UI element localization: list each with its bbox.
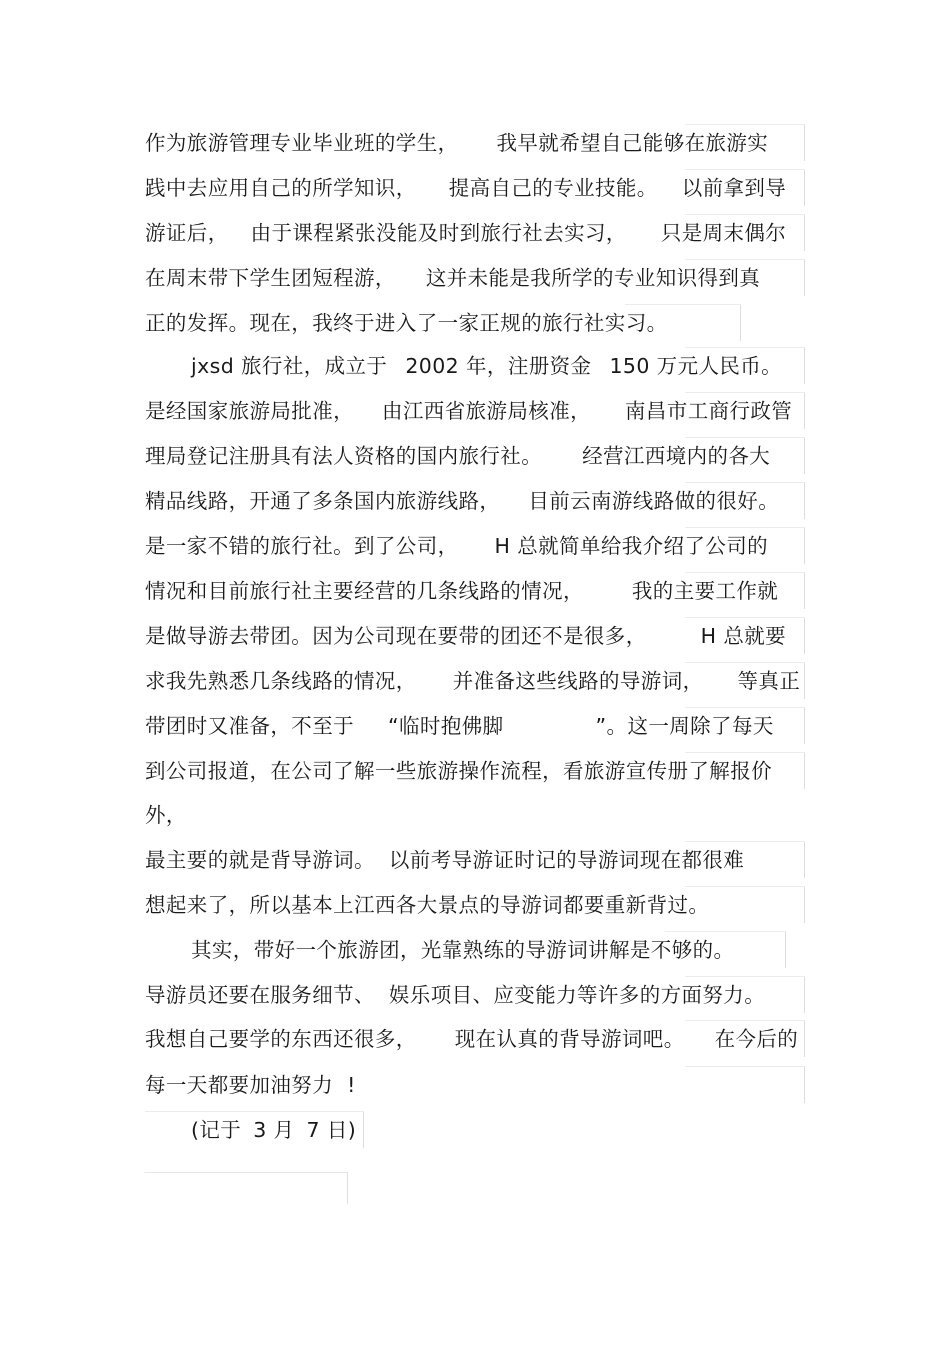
scan-rule	[145, 1172, 348, 1173]
text-line	[145, 441, 805, 485]
text-run: 践中去应用自己的所学知识，	[145, 176, 417, 200]
text-line	[145, 845, 805, 889]
text-line	[145, 621, 805, 665]
scan-rule	[347, 1172, 348, 1204]
text-run: 外，	[145, 803, 187, 827]
text-run: 以前考导游证时记的导游词现在都很难	[388, 848, 745, 872]
text-line	[145, 711, 805, 755]
text-run: 是一家不错的旅行社。到了公司，	[145, 534, 459, 558]
text-run: 现在认真的背导游词吧。	[454, 1027, 685, 1051]
date-note	[145, 1115, 805, 1159]
text-line	[145, 980, 805, 1024]
text-line	[145, 263, 805, 307]
text-line	[145, 1024, 805, 1068]
text-run: 7 日)	[306, 1118, 357, 1142]
text-run: 想起来了，所以基本上江西各大景点的导游词都要重新背过。	[145, 893, 710, 917]
text-line	[145, 173, 805, 217]
text-run: 等真正	[737, 669, 801, 693]
text-line	[145, 890, 805, 934]
text-run: 情况和目前旅行社主要经营的几条线路的情况，	[145, 579, 584, 603]
text-run: 并准备这些线路的导游词，	[452, 669, 704, 693]
text-run: 正的发挥。现在，我终于进入了一家正规的旅行社实习。	[145, 311, 668, 335]
text-run: H 总就要	[700, 624, 787, 648]
text-run: 以前拿到导	[681, 176, 787, 200]
text-line	[145, 576, 805, 620]
text-line	[145, 666, 805, 710]
text-run: 我想自己要学的东西还很多，	[145, 1027, 417, 1051]
text-line	[145, 308, 805, 352]
text-run: 2002 年，注册资金	[405, 354, 592, 378]
text-run: 其实，带好一个旅游团，光靠熟练的导游词讲解是不够的。	[191, 938, 735, 962]
text-run: 在今后的	[714, 1027, 799, 1051]
text-line	[145, 128, 805, 172]
text-run: 理局登记注册具有法人资格的国内旅行社。	[145, 444, 543, 468]
text-run: 作为旅游管理专业毕业班的学生，	[145, 131, 459, 155]
text-run: 南昌市工商行政管	[625, 399, 793, 423]
text-run: H 总就简单给我介绍了公司的	[494, 534, 769, 558]
text-run: 只是周末偶尔	[660, 221, 787, 245]
text-run: 我的主要工作就	[631, 579, 779, 603]
text-run: ”。这一周除了每天	[595, 714, 774, 738]
text-run: (记于	[191, 1118, 242, 1142]
text-run: 目前云南游线路做的很好。	[528, 489, 780, 513]
text-run: !	[347, 1073, 356, 1097]
text-run: 由江西省旅游局核准，	[382, 399, 591, 423]
text-run: 提高自己的专业技能。	[448, 176, 658, 200]
text-run: 我早就希望自己能够在旅游实	[496, 131, 769, 155]
text-run: 导游员还要在服务细节、	[145, 983, 375, 1007]
text-run: jxsd 旅行社，成立于	[191, 354, 388, 378]
text-line	[145, 396, 805, 440]
text-run: 带团时又准备，不至于	[145, 714, 354, 738]
text-run: “临时抱佛脚	[388, 714, 504, 738]
text-run: 经营江西境内的各大	[582, 444, 771, 468]
text-run: 娱乐项目、应变能力等许多的方面努力。	[388, 983, 766, 1007]
text-line	[145, 351, 805, 395]
text-line	[145, 486, 805, 530]
text-line	[145, 218, 805, 262]
text-line	[145, 756, 805, 800]
text-run: 到公司报道，在公司了解一些旅游操作流程，看旅游宣传册了解报价	[145, 759, 772, 783]
text-run: 游证后，	[145, 221, 229, 245]
text-run: 求我先熟悉几条线路的情况，	[145, 669, 417, 693]
text-run: 这并未能是我所学的专业知识得到真	[425, 266, 761, 290]
text-line	[145, 1070, 805, 1114]
text-run: 在周末带下学生团短程游，	[145, 266, 396, 290]
text-run: 由于课程紧张没能及时到旅行社去实习，	[250, 221, 627, 245]
text-run: 精品线路，开通了多条国内旅游线路，	[145, 489, 501, 513]
text-run: 是经国家旅游局批准，	[145, 399, 354, 423]
text-run: 最主要的就是背导游词。	[145, 848, 375, 872]
text-line	[145, 800, 805, 844]
text-line	[145, 935, 805, 979]
text-line	[145, 531, 805, 575]
text-run: 是做导游去带团。因为公司现在要带的团还不是很多，	[145, 624, 647, 648]
text-run: 3 月	[253, 1118, 295, 1142]
text-run: 150 万元人民币。	[609, 354, 783, 378]
text-run: 每一天都要加油努力	[145, 1073, 334, 1097]
